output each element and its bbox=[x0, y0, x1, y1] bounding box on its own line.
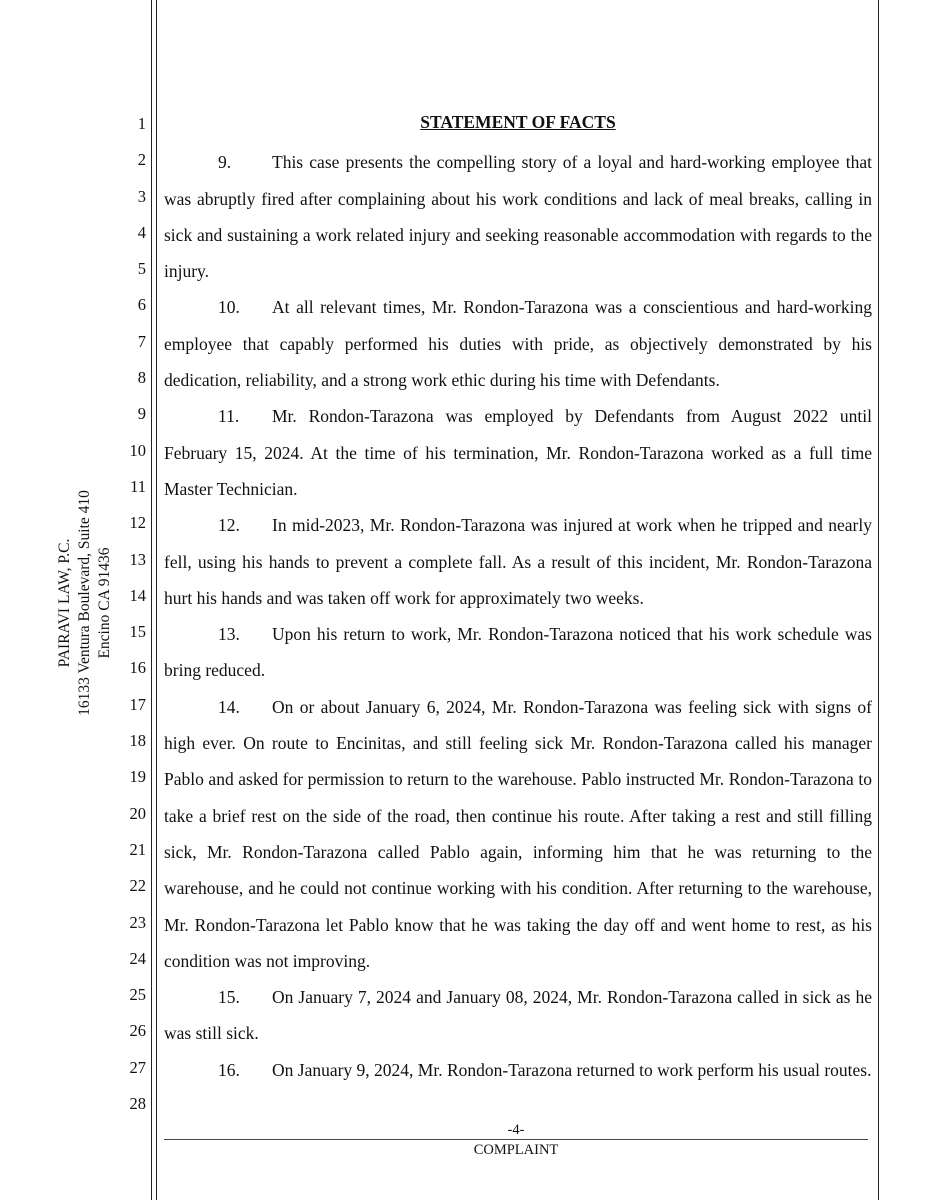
line-number: 8 bbox=[137, 368, 146, 388]
section-heading: STATEMENT OF FACTS bbox=[420, 112, 616, 132]
paragraph bbox=[164, 289, 872, 398]
line-number: 5 bbox=[137, 259, 146, 279]
paragraph-text: Mr. Rondon-Tarazona was employed by Defendants from August 2022 until February 15, 2024. At the time of his termination, Mr. Rondon-Tarazona worked as a full time Master Technician. bbox=[164, 406, 872, 499]
paragraph-text: On January 7, 2024 and January 08, 2024, Mr. Rondon-Tarazona called in sick as he was still sick. bbox=[164, 987, 872, 1044]
line-number: 12 bbox=[129, 513, 146, 533]
paragraph-number: 15. bbox=[218, 987, 240, 1008]
paragraph bbox=[164, 616, 872, 689]
paragraph-number: 9. bbox=[218, 152, 232, 173]
paragraph bbox=[164, 144, 872, 289]
line-number: 21 bbox=[129, 839, 146, 859]
line-number: 26 bbox=[129, 1021, 146, 1041]
line-number: 28 bbox=[129, 1094, 146, 1114]
paragraph-number: 11. bbox=[218, 406, 240, 427]
firm-address-block bbox=[55, 443, 115, 763]
paragraph-text: Upon his return to work, Mr. Rondon-Tarazona noticed that his work schedule was bring reduced. bbox=[164, 624, 872, 681]
line-number: 16 bbox=[129, 658, 146, 678]
line-number: 22 bbox=[129, 876, 146, 896]
line-number: 13 bbox=[129, 549, 146, 569]
line-number: 4 bbox=[137, 222, 146, 242]
left-margin-rule-outer bbox=[151, 0, 152, 1200]
line-number: 2 bbox=[137, 150, 146, 170]
paragraph bbox=[164, 507, 872, 616]
right-margin-rule bbox=[878, 0, 879, 1200]
line-number: 25 bbox=[129, 985, 146, 1005]
line-number: 3 bbox=[137, 186, 146, 206]
line-number: 1 bbox=[137, 114, 146, 133]
line-number: 10 bbox=[129, 440, 146, 460]
paragraph-text: On or about January 6, 2024, Mr. Rondon-Tarazona was feeling sick with signs of high ever. On route to Encinitas, and still feeling sick Mr. Rondon-Tarazona called his manager Pablo and asked for permission to return to the warehouse. Pablo instructed Mr. Rondon-Tarazona to take a brief rest on the side of the road, then continue his route. After taking a rest and still filling sick, Mr. Rondon-Tarazona called Pablo again, informing him that he was returning to the warehouse, and he could not continue working with his condition. After returning to the warehouse, Mr. Rondon-Tarazona let Pablo know that he was taking the day off and went home to rest, as his condition was not improving. bbox=[164, 696, 872, 971]
line-number: 27 bbox=[129, 1057, 146, 1077]
paragraph-number: 16. bbox=[218, 1059, 240, 1080]
paragraph-number: 12. bbox=[218, 515, 240, 536]
footer-divider bbox=[164, 1139, 868, 1140]
line-number: 17 bbox=[129, 694, 146, 714]
paragraph bbox=[164, 979, 872, 1052]
paragraph bbox=[164, 398, 872, 507]
line-number: 11 bbox=[130, 476, 146, 496]
line-number: 7 bbox=[137, 331, 146, 351]
paragraph-text: This case presents the compelling story of a loyal and hard-working employee that was abruptly fired after complaining about his work conditions and lack of meal breaks, calling in sick and sustaining a work related injury and seeking reasonable accommodation with regards to the injury. bbox=[164, 152, 872, 282]
firm-name: PAIRAVI LAW, P.C. bbox=[56, 538, 73, 668]
line-number: 20 bbox=[129, 803, 146, 823]
paragraph-number: 13. bbox=[218, 624, 240, 645]
paragraph-text: At all relevant times, Mr. Rondon-Tarazona was a conscientious and hard-working employee that capably performed his duties with pride, as objectively demonstrated by his dedication, reliability, and a strong work ethic during his time with Defendants. bbox=[164, 297, 872, 391]
line-number: 19 bbox=[129, 767, 146, 787]
line-number: 9 bbox=[137, 404, 146, 424]
line-number: 18 bbox=[129, 731, 146, 751]
line-number: 23 bbox=[129, 912, 146, 932]
firm-city: Encino CA 91436 bbox=[96, 547, 113, 659]
line-number: 24 bbox=[129, 948, 146, 968]
paragraph-text: In mid-2023, Mr. Rondon-Tarazona was injured at work when he tripped and nearly fell, using his hands to prevent a complete fall. As a result of this incident, Mr. Rondon-Tarazona hurt his hands and was taken off work for approximately two weeks. bbox=[164, 515, 872, 608]
line-number: 6 bbox=[137, 295, 146, 315]
paragraph-number: 14. bbox=[218, 696, 240, 717]
footer-document-title: COMPLAINT bbox=[473, 1142, 559, 1158]
firm-street: 16133 Ventura Boulevard, Suite 410 bbox=[76, 490, 93, 716]
paragraph-text: On January 9, 2024, Mr. Rondon-Tarazona returned to work perform his usual routes. bbox=[272, 1059, 872, 1080]
paragraph bbox=[164, 1052, 872, 1088]
pleading-body bbox=[164, 108, 872, 1088]
line-numbers bbox=[110, 108, 146, 1124]
left-margin-rule-inner bbox=[156, 0, 157, 1200]
line-number: 14 bbox=[129, 585, 146, 605]
page-number: -4- bbox=[507, 1122, 525, 1138]
line-number: 15 bbox=[129, 622, 146, 642]
paragraph-number: 10. bbox=[218, 297, 240, 318]
paragraph bbox=[164, 689, 872, 979]
